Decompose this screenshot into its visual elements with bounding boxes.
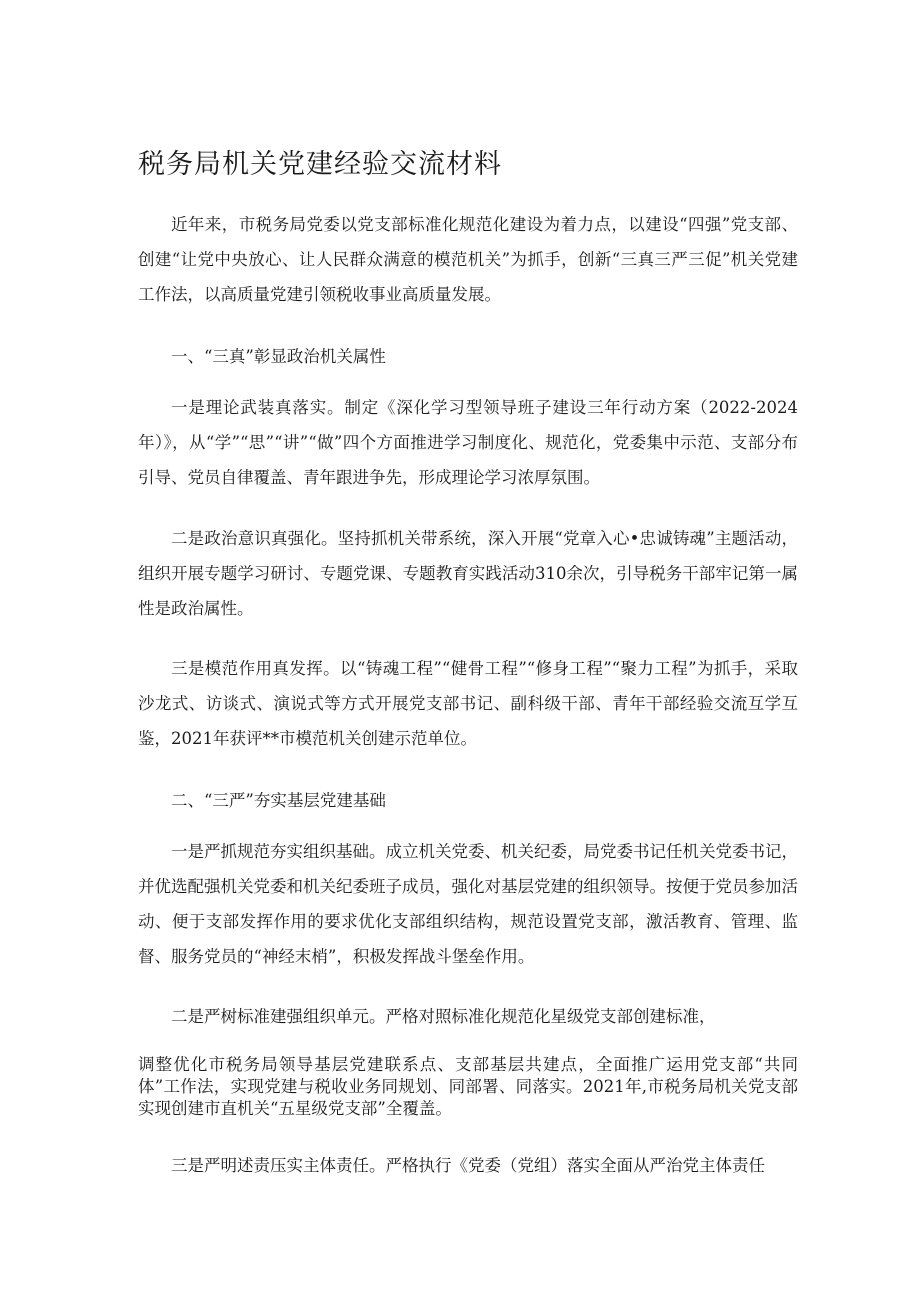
section-2-paragraph-2-first-line: 二是严树标准建强组织单元。严格对照标准化规范化星级党支部创建标准， [171, 1007, 716, 1026]
section-2-paragraph-1: 一是严抓规范夯实组织基础。成立机关党委、机关纪委，局党委书记任机关党委书记，并优选配强机关党委和机关纪委班子成员，强化对基层党建的组织领导。按便于党员参加活动、便于支部发挥作用的要求优化支部组织结构，规范设置党支部，激活教育、管理、监督、服务党员的“神经末梢”，积极发挥战斗堡垒作用。 [138, 842, 798, 966]
section-1-paragraph-2: 二是政治意识真强化。坚持抓机关带系统，深入开展“党章入心•忠诚铸魂”主题活动，组织开展专题学习研讨、专题党课、专题教育实践活动310余次，引导税务干部牢记第一属性是政治属性。 [138, 529, 798, 618]
document-title: 税务局机关党建经验交流材料 [138, 149, 502, 180]
section-2-heading: 二、“三严”夯实基层党建基础 [171, 791, 386, 810]
section-2-paragraph-2-continued: 调整优化市税务局领导基层党建联系点、支部基层共建点，全面推广运用党支部“共同体”工作法，实现党建与税收业务同规划、同部署、同落实。2021年,市税务局机关党支部实现创建市直机关“五星级党支部”全覆盖。 [138, 1055, 798, 1118]
intro-paragraph: 近年来，市税务局党委以党支部标准化规范化建设为着力点，以建设“四强”党支部、创建“让党中央放心、让人民群众满意的模范机关”为抓手，创新“三真三严三促”机关党建工作法，以高质量党建引领税收事业高质量发展。 [138, 215, 798, 304]
section-1-paragraph-1: 一是理论武装真落实。制定《深化学习型领导班子建设三年行动方案（2022-2024年）》，从“学”“思”“讲”“做”四个方面推进学习制度化、规范化，党委集中示范、支部分布引导、党员自律覆盖、青年跟进争先，形成理论学习浓厚氛围。 [138, 398, 798, 487]
section-2-paragraph-3: 三是严明述责压实主体责任。严格执行《党委（党组）落实全面从严治党主体责任 [171, 1156, 765, 1175]
section-1-heading: 一、“三真”彰显政治机关属性 [171, 347, 386, 366]
section-1-paragraph-3: 三是模范作用真发挥。以“铸魂工程”“健骨工程”“修身工程”“聚力工程”为抓手，采取沙龙式、访谈式、演说式等方式开展党支部书记、副科级干部、青年干部经验交流互学互鉴，2021年获评**市模范机关创建示范单位。 [138, 659, 798, 748]
